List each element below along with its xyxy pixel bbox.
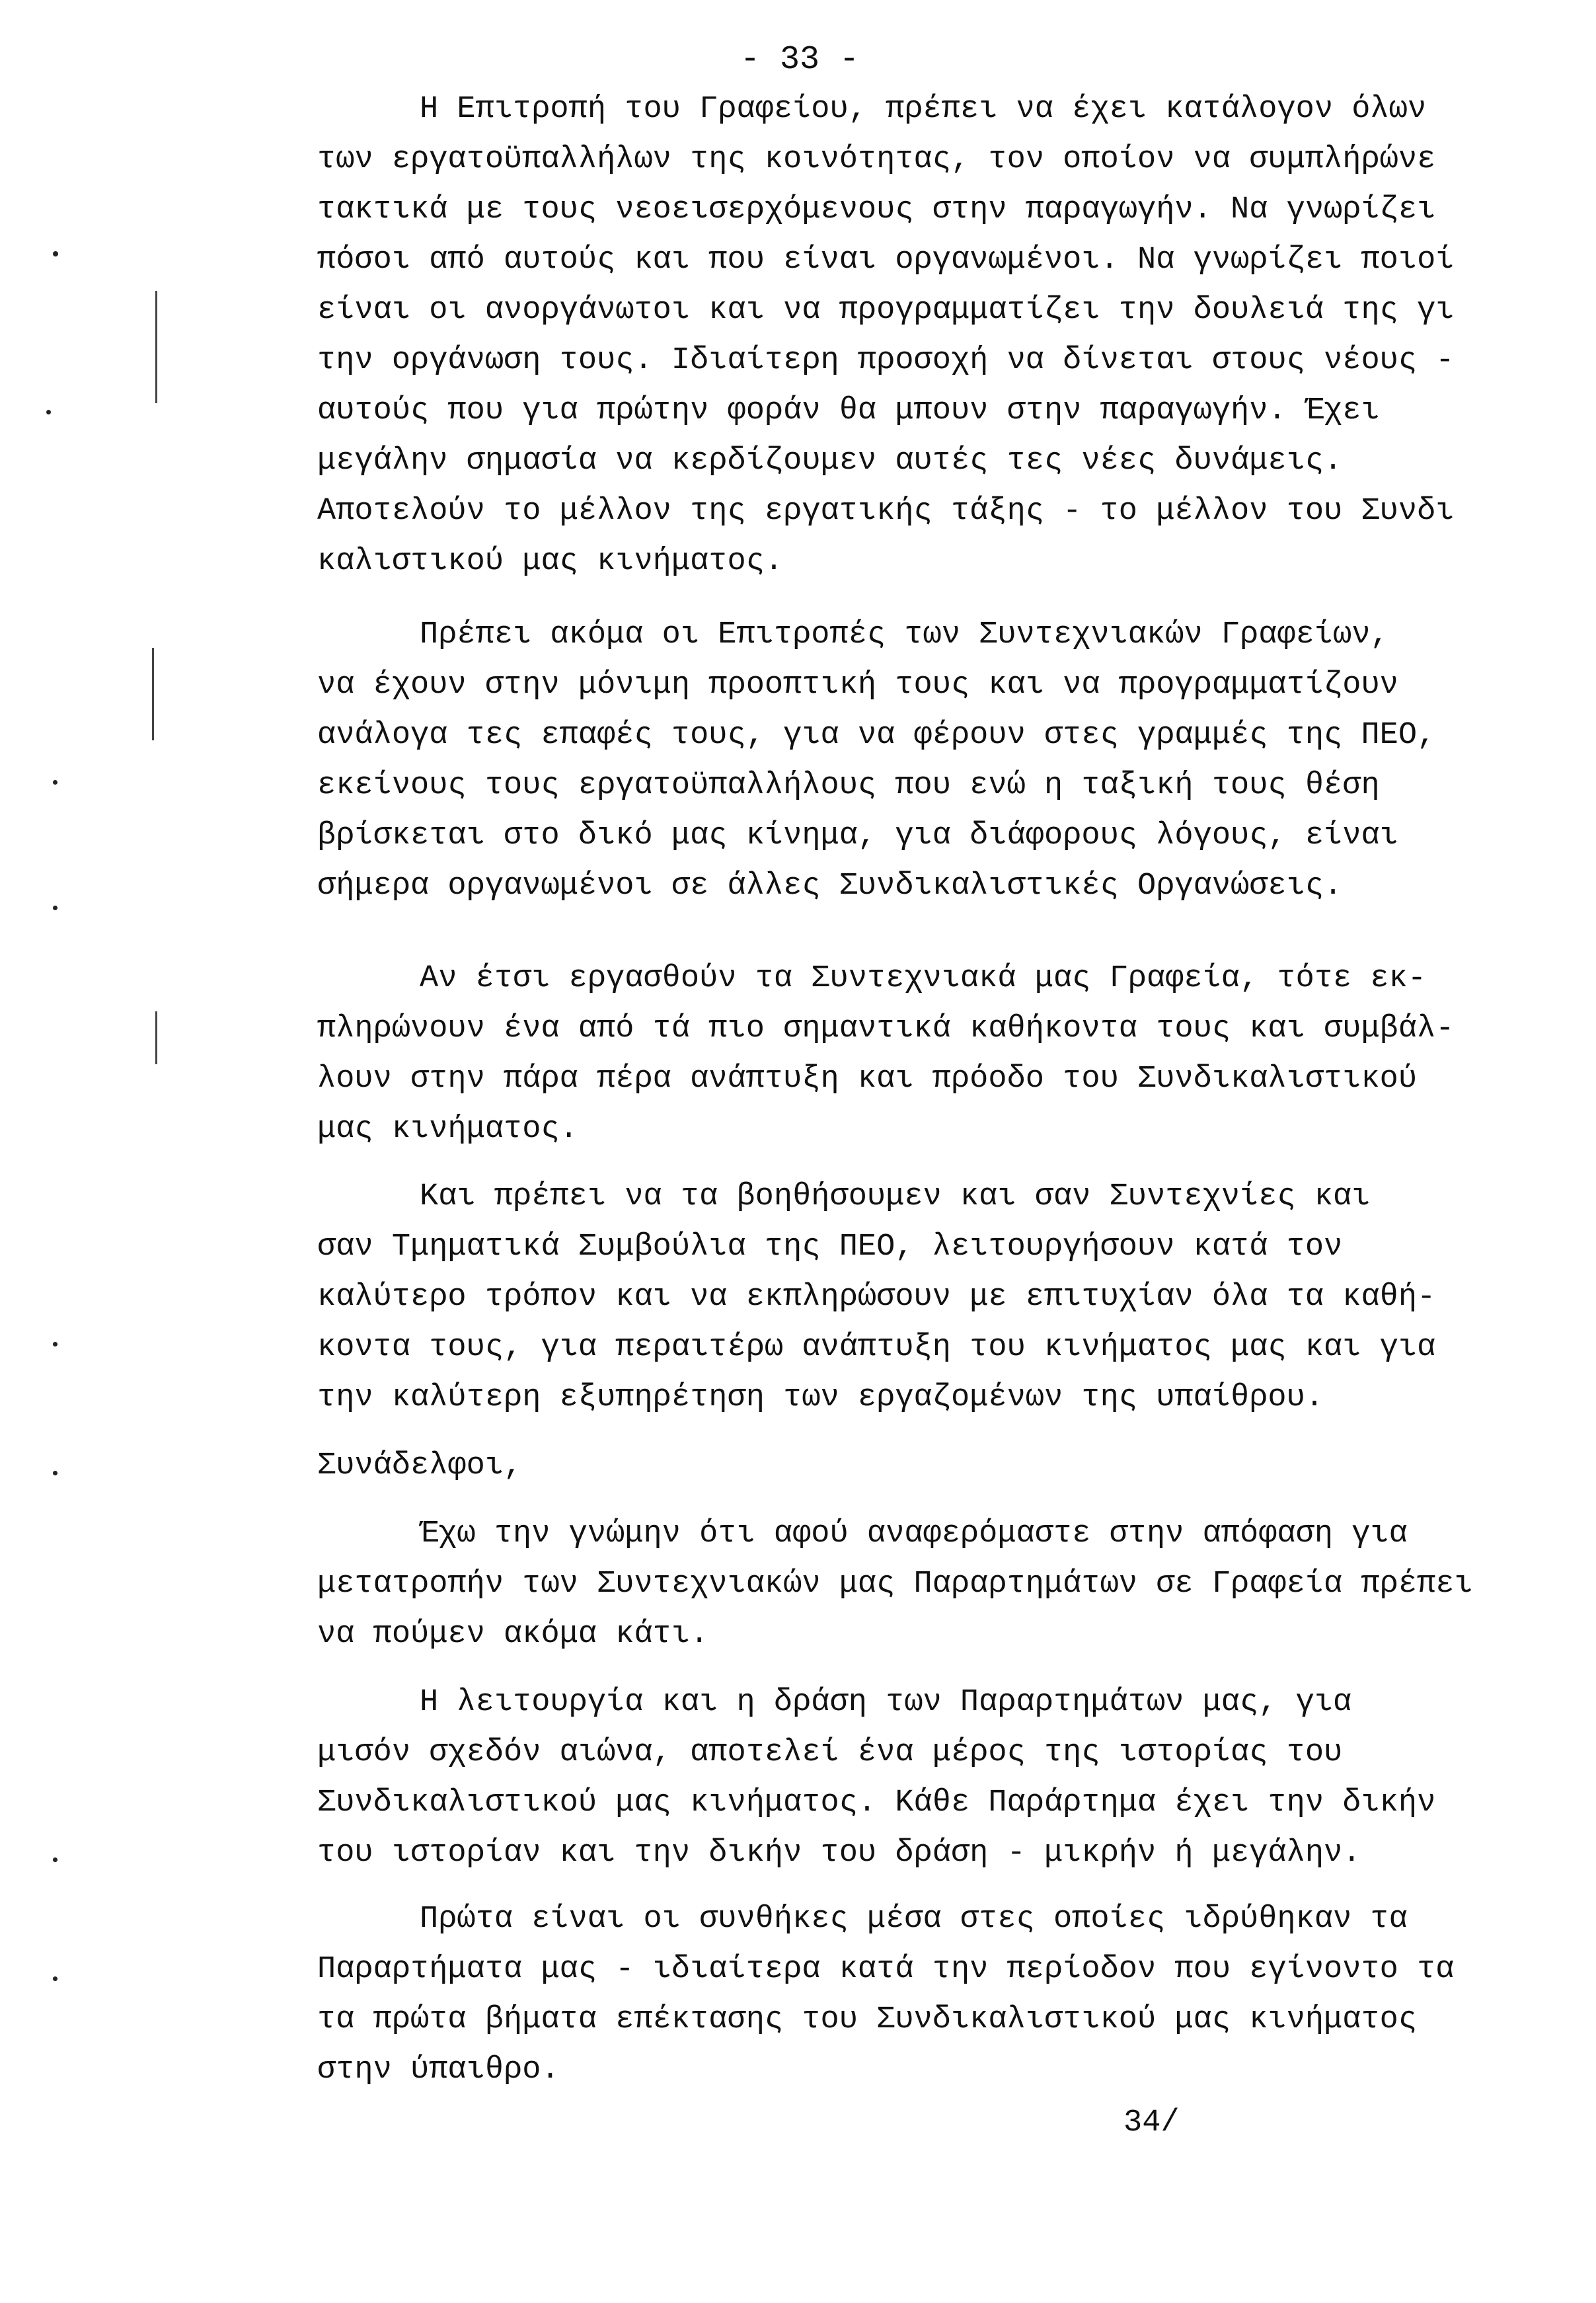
text-line: εκείνους τους εργατοϋπαλλήλους που ενώ η ταξική τους θέση: [317, 768, 1380, 803]
text-line: τα πρώτα βήματα επέκτασης του Συνδικαλιστικού μας κινήματος: [317, 2002, 1418, 2037]
text-line: Πρέπει ακόμα οι Επιτροπές των Συντεχνιακών Γραφείων,: [420, 617, 1389, 652]
page-number: - 33 -: [740, 41, 860, 79]
text-line: μισόν σχεδόν αιώνα, αποτελεί ένα μέρος της ιστορίας του: [317, 1735, 1343, 1770]
text-line: Παραρτήματα μας - ιδιαίτερα κατά την περίοδον που εγίνοντο τα: [317, 1952, 1455, 1987]
text-line: μεγάλην σημασία να κερδίζουμεν αυτές τες νέες δυνάμεις.: [317, 444, 1343, 479]
scan-speck: [53, 780, 57, 785]
salutation: Συνάδελφοι,: [317, 1448, 523, 1483]
text-line: μας κινήματος.: [317, 1112, 578, 1147]
text-line: πληρώνουν ένα από τά πιο σημαντικά καθήκοντα τους και συμβάλ-: [317, 1011, 1455, 1046]
text-line: λουν στην πάρα πέρα ανάπτυξη και πρόοδο του Συνδικαλιστικού: [317, 1062, 1418, 1097]
scan-speck: [53, 906, 57, 910]
text-line: Έχω την γνώμην ότι αφού αναφερόμαστε στην απόφαση για: [420, 1516, 1408, 1551]
scan-speck: [53, 1857, 57, 1862]
scan-speck: [46, 410, 51, 414]
text-line: Πρώτα είναι οι συνθήκες μέσα στες οποίες ιδρύθηκαν τα: [420, 1902, 1408, 1937]
text-line: Η λειτουργία και η δράση των Παραρτημάτων μας, για: [420, 1685, 1352, 1720]
text-line: Η Επιτροπή του Γραφείου, πρέπει να έχει κατάλογον όλων: [420, 92, 1427, 127]
text-line: σήμερα οργανωμένοι σε άλλες Συνδικαλιστικές Οργανώσεις.: [317, 869, 1343, 904]
text-line: είναι οι ανοργάνωτοι και να προγραμματίζει την δουλειά της γι: [317, 293, 1455, 328]
scan-mark: [155, 1011, 157, 1064]
text-line: ανάλογα τες επαφές τους, για να φέρουν στες γραμμές της ΠΕΟ,: [317, 718, 1436, 753]
scan-mark: [152, 648, 154, 740]
text-line: του ιστορίαν και την δικήν του δράση - μικρήν ή μεγάλην.: [317, 1836, 1361, 1871]
text-line: μετατροπήν των Συντεχνιακών μας Παραρτημάτων σε Γραφεία πρέπει: [317, 1567, 1473, 1602]
scan-speck: [53, 1471, 57, 1475]
text-line: την οργάνωση τους. Ιδιαίτερη προσοχή να δίνεται στους νέους -: [317, 343, 1455, 378]
text-line: βρίσκεται στο δικό μας κίνημα, για διάφορους λόγους, είναι: [317, 818, 1398, 853]
text-line: την καλύτερη εξυπηρέτηση των εργαζομένων της υπαίθρου.: [317, 1380, 1324, 1415]
text-line: Αποτελούν το μέλλον της εργατικής τάξης - το μέλλον του Συνδι: [317, 494, 1455, 529]
text-line: καλύτερο τρόπον και να εκπληρώσουν με επιτυχίαν όλα τα καθή-: [317, 1280, 1436, 1315]
scan-mark: [155, 291, 157, 403]
text-line: τακτικά με τους νεοεισερχόμενους στην παραγωγήν. Να γνωρίζει: [317, 192, 1436, 227]
text-line: σαν Τμηματικά Συμβούλια της ΠΕΟ, λειτουργήσουν κατά τον: [317, 1230, 1343, 1265]
text-line: κοντα τους, για περαιτέρω ανάπτυξη του κινήματος μας και για: [317, 1330, 1436, 1365]
text-line: να πούμεν ακόμα κάτι.: [317, 1617, 709, 1652]
text-line: αυτούς που για πρώτην φοράν θα μπουν στην παραγωγήν. Έχει: [317, 393, 1380, 428]
text-line: να έχουν στην μόνιμη προοπτική τους και να προγραμματίζουν: [317, 668, 1398, 703]
text-line: Και πρέπει να τα βοηθήσουμεν και σαν Συντεχνίες και: [420, 1179, 1371, 1214]
scan-speck: [53, 251, 58, 256]
text-line: στην ύπαιθρο.: [317, 2052, 560, 2088]
text-line: των εργατοϋπαλλήλων της κοινότητας, τον οποίον να συμπλήρώνε: [317, 142, 1436, 177]
text-line: Συνδικαλιστικού μας κινήματος. Κάθε Παράρτημα έχει την δικήν: [317, 1785, 1436, 1820]
continuation-marker: 34/: [1123, 2105, 1180, 2140]
text-line: πόσοι από αυτούς και που είναι οργανωμένοι. Να γνωρίζει ποιοί: [317, 243, 1455, 278]
text-line: καλιστικού μας κινήματος.: [317, 544, 784, 579]
scan-speck: [53, 1976, 57, 1981]
text-line: Αν έτσι εργασθούν τα Συντεχνιακά μας Γραφεία, τότε εκ-: [420, 961, 1427, 996]
scan-speck: [53, 1342, 57, 1347]
